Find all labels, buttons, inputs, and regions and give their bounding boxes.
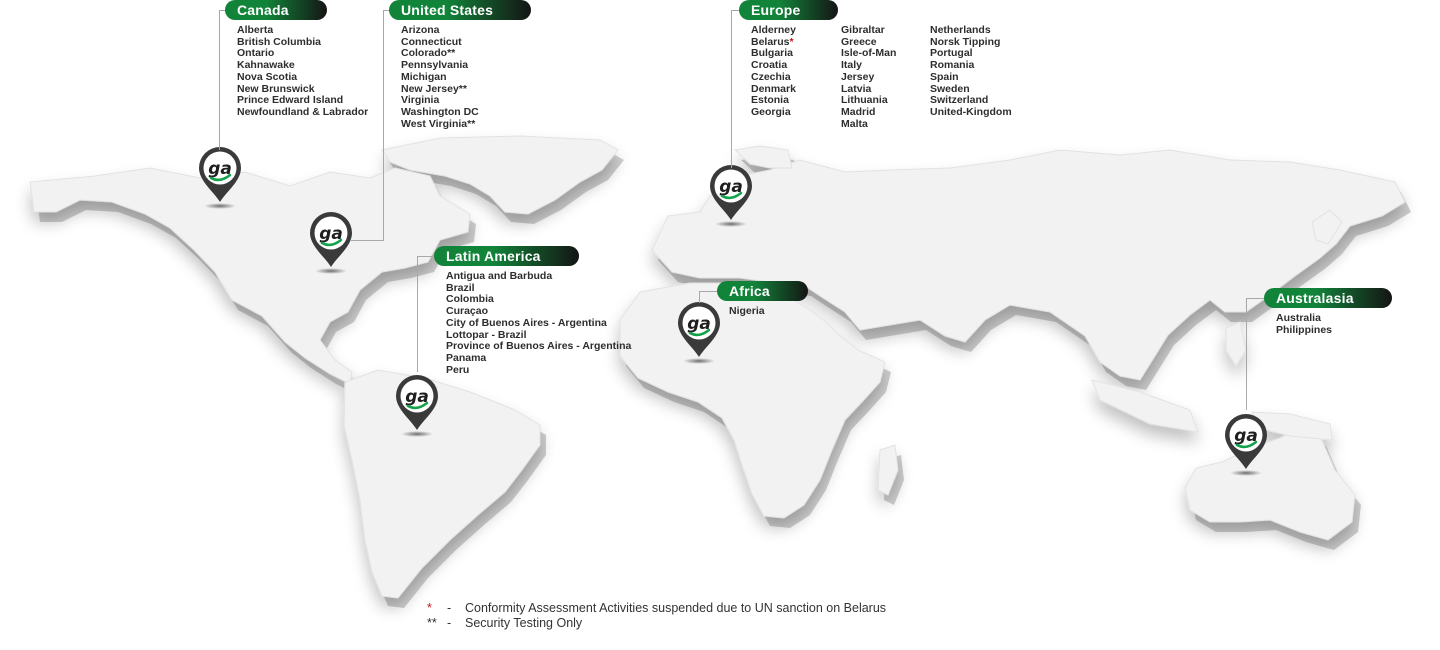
island-uk — [735, 146, 792, 168]
list-item: Nigeria — [729, 305, 765, 317]
list-item: Norsk Tipping — [930, 35, 1001, 48]
list-item — [751, 107, 841, 119]
list-item: Malta — [841, 117, 868, 130]
latam-leader-tick — [417, 256, 435, 257]
region-europe — [739, 0, 1012, 130]
island-philippines — [1226, 322, 1246, 366]
list-item: New Brunswick — [237, 82, 315, 95]
list-item: West Virginia** — [401, 117, 476, 130]
list-item: City of Buenos Aires - Argentina — [446, 316, 607, 329]
list-item: Switzerland — [930, 94, 989, 107]
legend-row — [427, 616, 886, 631]
list-item: Lottopar - Brazil — [446, 328, 527, 341]
list-item: Alberta — [237, 24, 274, 36]
canada-list — [237, 25, 368, 119]
list-item: Connecticut — [401, 35, 462, 48]
pin-shadow — [204, 203, 236, 209]
pin-shadow — [683, 358, 715, 364]
list-item: Romania — [930, 59, 975, 72]
legend-separator: - — [447, 616, 452, 630]
list-item: Sweden — [930, 82, 970, 95]
list-item: Curaçao — [446, 305, 489, 318]
us-leader-base — [350, 240, 384, 241]
list-item: Colombia — [446, 293, 494, 306]
latam-leader-line — [417, 256, 418, 372]
list-item-name: Czechia — [751, 70, 791, 83]
latin-america-list — [446, 271, 631, 376]
pin-shadow — [315, 268, 347, 274]
list-item: Greece — [841, 35, 877, 48]
europe-leader-line — [731, 10, 732, 168]
region-canada — [225, 0, 368, 119]
ga-logo: ga — [719, 177, 743, 197]
region-tag-australasia: Australasia — [1264, 288, 1392, 308]
list-item: Washington DC — [401, 105, 479, 118]
list-item: Kahnawake — [237, 59, 295, 72]
legend-text: Security Testing Only — [465, 616, 583, 630]
list-item: Philippines — [1276, 323, 1333, 336]
australasia-leader-tick — [1246, 298, 1264, 299]
legend-symbol: * — [427, 601, 432, 615]
ga-logo: ga — [1234, 426, 1258, 446]
list-item: Isle-of-Man — [841, 47, 897, 60]
legend-separator: - — [447, 601, 452, 615]
africa-leader-line — [699, 291, 700, 303]
list-item-name: Croatia — [751, 59, 788, 72]
list-item: Netherlands — [930, 24, 991, 36]
list-item: New Jersey** — [401, 82, 467, 95]
list-item: British Columbia — [237, 35, 322, 48]
region-tag-canada: Canada — [225, 0, 327, 20]
region-united-states — [389, 0, 531, 130]
legend-text: Conformity Assessment Activities suspended due to UN sanction on Belarus — [465, 601, 887, 615]
europe-list-col1 — [751, 25, 841, 130]
legend-row — [427, 601, 886, 616]
ga-logo: ga — [319, 224, 343, 244]
region-africa — [717, 281, 808, 318]
region-latin-america — [434, 246, 631, 376]
land-surface — [30, 136, 1405, 598]
europe-leader-tick — [731, 10, 739, 11]
list-item: Portugal — [930, 47, 973, 60]
legend-symbol: ** — [427, 616, 437, 630]
list-item-name: Denmark — [751, 82, 796, 95]
ga-logo: ga — [208, 159, 232, 179]
us-leader-line — [383, 10, 384, 240]
list-item: Madrid — [841, 105, 876, 118]
list-item: Prince Edward Island — [237, 94, 344, 107]
canada-leader-line — [219, 10, 220, 150]
list-item: Colorado** — [401, 47, 456, 60]
united-states-list — [401, 25, 531, 130]
list-item-name: Bulgaria — [751, 47, 794, 60]
list-item: Nova Scotia — [237, 70, 298, 83]
list-item: Virginia — [401, 94, 440, 107]
africa-list — [729, 306, 808, 318]
pin-shadow — [1230, 470, 1262, 476]
list-item-name: Belarus — [751, 35, 790, 48]
list-item: Pennsylvania — [401, 59, 469, 72]
australasia-list — [1276, 313, 1392, 336]
list-item: Michigan — [401, 70, 447, 83]
africa-leader-tick — [699, 291, 717, 292]
region-tag-europe: Europe — [739, 0, 838, 20]
list-item: Gibraltar — [841, 24, 885, 36]
list-item: United-Kingdom — [930, 105, 1012, 118]
europe-list-col2 — [841, 25, 930, 130]
list-item: Panama — [446, 351, 487, 364]
list-item: Newfoundland & Labrador — [237, 105, 369, 118]
region-tag-latin-america: Latin America — [434, 246, 579, 266]
pin-shadow — [401, 431, 433, 437]
region-australasia — [1264, 288, 1392, 336]
list-item: Province of Buenos Aires - Argentina — [446, 340, 632, 353]
ga-logo: ga — [687, 314, 711, 334]
europe-columns — [751, 25, 1012, 130]
list-item: Italy — [841, 59, 863, 72]
footnote-legend — [427, 601, 886, 631]
region-tag-africa: Africa — [717, 281, 808, 301]
ga-logo: ga — [405, 387, 429, 407]
region-tag-united-states: United States — [389, 0, 531, 20]
list-item: Australia — [1276, 312, 1321, 324]
australasia-leader-line — [1246, 298, 1247, 410]
list-item: Jersey — [841, 70, 875, 83]
asterisk-mark: * — [789, 35, 794, 48]
list-item: Arizona — [401, 24, 440, 36]
list-item: Peru — [446, 363, 470, 376]
list-item: Latvia — [841, 82, 872, 95]
europe-list-col3 — [930, 25, 1012, 130]
list-item: Brazil — [446, 281, 475, 294]
pin-shadow — [715, 221, 747, 227]
list-item: Ontario — [237, 47, 275, 60]
list-item-name: Georgia — [751, 105, 791, 118]
list-item: Lithuania — [841, 94, 888, 107]
list-item: Spain — [930, 70, 959, 83]
list-item: Antigua and Barbuda — [446, 270, 553, 282]
list-item-name: Alderney — [751, 24, 796, 36]
list-item-name: Estonia — [751, 94, 789, 107]
